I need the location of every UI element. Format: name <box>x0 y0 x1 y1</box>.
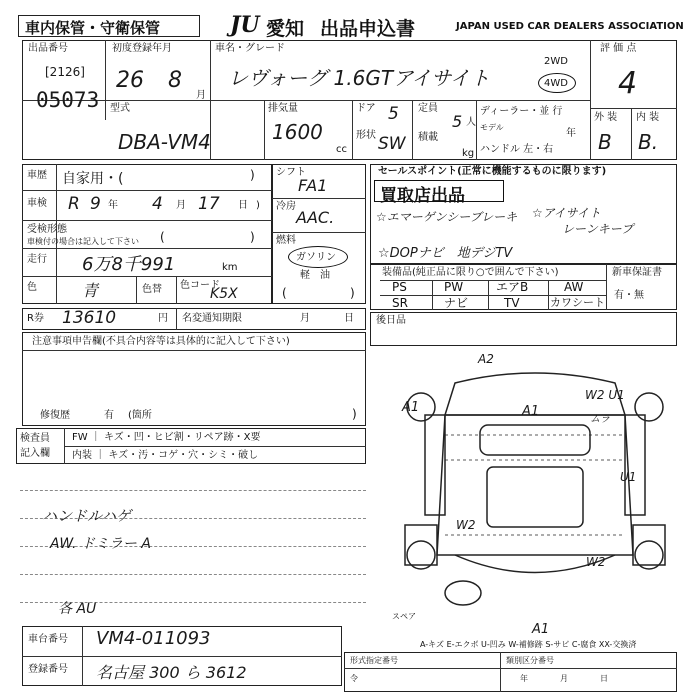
load-unit: kg <box>462 148 475 159</box>
after-label: 後日品 <box>376 315 406 326</box>
rating-label: 評 価 点 <box>600 43 637 54</box>
bottom-day-unit: 日 <box>600 674 608 683</box>
lot-label: 出品番号 <box>28 43 68 54</box>
fuel-label: 燃料 <box>276 235 296 246</box>
shape-value: SW <box>378 134 406 154</box>
lot-sub-number: [2126] <box>45 65 85 79</box>
form-number-label: 形式指定番号 <box>350 656 398 665</box>
displacement-label: 排気量 <box>268 103 298 114</box>
rating-int: B. <box>638 130 659 154</box>
selling-line2: レーンキープ <box>562 222 634 236</box>
equipment-item-aw: AW <box>564 280 584 294</box>
shift-label: シフト <box>276 167 306 178</box>
mark-right-rear: W2 <box>586 555 606 569</box>
mark-top: A2 <box>478 352 494 366</box>
org-name: 愛知 <box>266 18 305 40</box>
inspection-era: R <box>68 194 80 214</box>
inspector-label-1: 検査員 <box>20 433 50 444</box>
equipment-item-tv: TV <box>504 296 520 310</box>
equipment-item-airbag: エアB <box>496 280 529 294</box>
color-code-label: 色コード <box>180 280 220 291</box>
rating-ext: B <box>598 130 612 154</box>
inspector-row-2: 内装 ｜ キズ・汚・コゲ・穴・シミ・破し <box>72 450 259 461</box>
recycle-value: 13610 <box>62 308 117 328</box>
plate-value: 名古屋 300 ら 3612 <box>96 663 247 682</box>
usage-value: 自家用・( <box>62 171 124 187</box>
model-year-label: モデル <box>480 123 504 132</box>
mark-right-front: W2 U1 <box>585 388 625 402</box>
color-label: 色 <box>27 282 37 293</box>
rating-ext-label: 外 装 <box>594 112 618 123</box>
mark-rear: A1 <box>532 622 550 637</box>
door-label: ドア <box>356 103 376 114</box>
mark-spare: スペア <box>392 612 416 621</box>
name-change-label: 名変通知期限 <box>182 313 242 324</box>
car-damage-diagram <box>395 355 675 615</box>
model-year-unit: 年 <box>566 128 576 139</box>
selling-line1b: ☆アイサイト <box>532 206 601 220</box>
load-label: 積載 <box>418 132 438 143</box>
color-change-label: 色替 <box>142 284 162 295</box>
bottom-year-unit: 年 <box>520 674 528 683</box>
color-value: 青 <box>82 281 99 300</box>
equipment-item-ps: PS <box>392 280 407 294</box>
reception-label: 受検形態 <box>27 224 67 235</box>
after-frame <box>370 312 677 346</box>
type-value: DBA-VM4 <box>118 130 211 154</box>
mileage-value: 6万8千991 <box>82 254 176 275</box>
registration-month: 8 <box>168 68 182 93</box>
capacity-unit: 人 <box>466 117 476 128</box>
inspector-row-1: FW ｜ キズ・凹・ヒビ割・リペア跡・X要 <box>72 432 261 443</box>
inspection-month: 4 <box>152 194 163 214</box>
new-car-value: 有・無 <box>614 290 644 301</box>
association-label: JAPAN USED CAR DEALERS ASSOCIATION <box>456 21 684 32</box>
reception-note: 車検付の場合は記入して下さい <box>27 237 139 246</box>
bottom-note: 令 <box>350 674 358 683</box>
inspection-year: 9 <box>90 194 101 214</box>
name-change-day-unit: 日 <box>344 313 354 324</box>
mileage-label: 走行 <box>27 254 47 265</box>
name-change-month-unit: 月 <box>300 313 310 324</box>
model-name: レヴォーグ 1.6GTアイサイト <box>228 66 490 90</box>
usage-label: 車歴 <box>27 170 47 181</box>
mileage-unit: km <box>222 262 238 273</box>
inspection-label: 車検 <box>27 198 47 209</box>
selling-line3: ☆DOPナビ 地デジTV <box>378 246 513 261</box>
inspection-month-unit: 月 <box>176 200 186 211</box>
storage-label: 車内保管・守衛保管 <box>25 19 161 37</box>
fuel-diesel: 軽 油 <box>300 270 330 281</box>
new-car-label: 新車保証書 <box>612 267 662 278</box>
inspector-note-1: ハンドルハゲ <box>42 507 131 525</box>
lot-number: 05073 <box>36 88 100 112</box>
damage-legend: A-キズ E-エクボ U-凹み W-補修跡 S-サビ C-腐食 XX-交換済 <box>420 640 637 649</box>
recycle-label: R券 <box>27 313 44 324</box>
shape-label: 形状 <box>356 130 376 141</box>
mark-left-side: W2 <box>456 518 476 532</box>
drive-4wd-circle <box>538 73 576 93</box>
rating-score: 4 <box>618 66 638 101</box>
drive-2wd: 2WD <box>544 56 568 67</box>
dealer-label: ディーラー・並 行 <box>480 106 563 117</box>
handle-label: ハンドル 左・右 <box>480 144 554 155</box>
equipment-item-navi: ナビ <box>444 296 469 310</box>
equipment-item-sr: SR <box>392 296 408 310</box>
inspection-day-unit: 日 <box>238 200 248 211</box>
registration-year: 26 <box>116 68 144 93</box>
chassis-value: VM4-011093 <box>96 628 211 649</box>
selling-label: セールスポイント(正常に機能するものに限ります) <box>378 166 607 177</box>
inspector-note-3: 各 AU <box>58 601 97 617</box>
aircon-label: 冷房 <box>276 201 296 212</box>
registration-month-unit: 月 <box>196 90 206 101</box>
mark-right-side: U1 <box>620 470 637 484</box>
form-title: 出品申込書 <box>320 18 416 40</box>
rating-int-label: 内 装 <box>636 112 660 123</box>
class-number-label: 類別区分番号 <box>506 656 554 665</box>
selling-stamp: 買取店出品 <box>380 186 465 206</box>
registration-label: 初度登録年月 <box>112 43 172 54</box>
color-code-value: K5X <box>210 286 238 302</box>
equipment-item-kawa: カワシート <box>550 296 605 309</box>
selling-line1: ☆エマーゲンシーブレーキ <box>376 210 518 224</box>
mark-right-mirror: ムラ <box>590 414 610 425</box>
recycle-unit: 円 <box>158 313 168 324</box>
capacity-label: 定員 <box>418 103 438 114</box>
fuel-gas: ガソリン <box>296 252 336 263</box>
notes-label: 注意事項申告欄(不具合内容等は具体的に記入して下さい) <box>32 336 290 347</box>
door-value: 5 <box>388 104 399 124</box>
repair-value: 有 <box>104 410 114 421</box>
drive-4wd: 4WD <box>544 78 568 89</box>
aircon-value: AAC. <box>296 208 335 227</box>
mark-hood: A1 <box>522 404 540 419</box>
displacement-unit: cc <box>336 144 347 155</box>
inspector-note-2: AW. ドミラー A <box>50 536 151 552</box>
model-label: 車名・グレード <box>215 43 285 54</box>
inspection-day: 17 <box>198 194 220 214</box>
inspector-label-2: 記入欄 <box>20 448 50 459</box>
repair-place: (箇所 <box>128 410 152 421</box>
shift-value: FA1 <box>298 176 328 195</box>
chassis-label: 車台番号 <box>28 634 68 645</box>
equipment-item-pw: PW <box>444 280 464 294</box>
displacement-value: 1600 <box>272 120 323 144</box>
inspection-close: ) <box>256 200 260 211</box>
repair-label: 修復歴 <box>40 410 70 421</box>
ju-logo: JU <box>230 12 260 38</box>
fuel-gas-circle <box>288 246 348 268</box>
plate-label: 登録番号 <box>28 664 68 675</box>
mark-left-front: A1 <box>402 400 420 415</box>
type-label: 型式 <box>110 103 130 114</box>
inspection-year-unit: 年 <box>108 200 118 211</box>
bottom-month-unit: 月 <box>560 674 568 683</box>
capacity-value: 5 <box>452 112 463 131</box>
equipment-label: 装備品(純正品に限り○で囲んで下さい) <box>382 267 559 278</box>
